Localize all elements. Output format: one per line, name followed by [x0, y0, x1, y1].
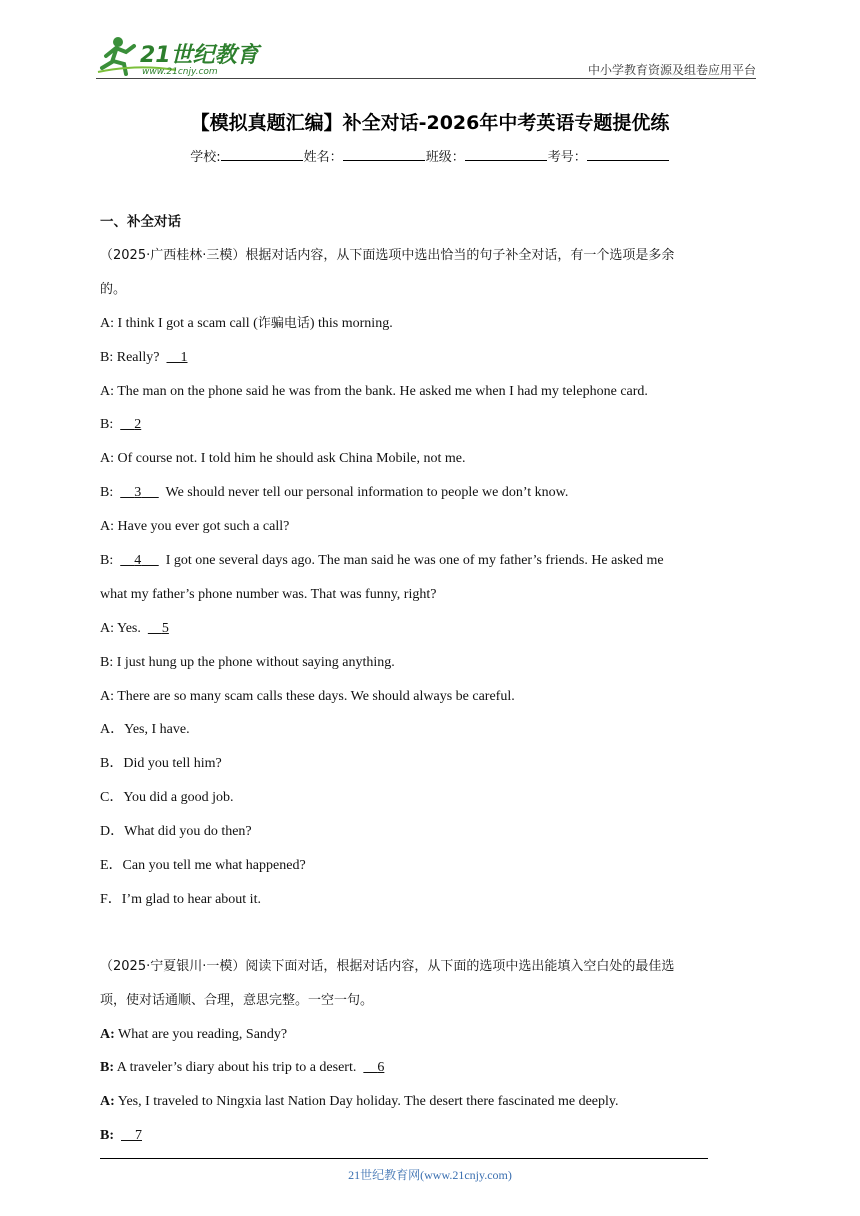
dialogue-line: A: Yes. 5: [100, 620, 169, 636]
question-gap: [100, 917, 762, 950]
document-body: [100, 205, 762, 1153]
dialogue-line: what my father’s phone number was. That was funny, right?: [100, 586, 437, 602]
section-heading: 一、补全对话: [100, 214, 181, 230]
q1-intro-cont: 的。: [100, 281, 127, 297]
name-label: 姓名：: [303, 150, 343, 165]
option-c: C．You did a good job.: [100, 790, 234, 806]
q1-intro: （2025·广西桂林·三模）根据对话内容，从下面选项中选出恰当的句子补全对话，有一个选项是多余: [100, 248, 675, 263]
runner-logo-icon: [96, 34, 266, 80]
option-f: F．I’m glad to hear about it.: [100, 891, 261, 907]
option-d: D．What did you do then?: [100, 824, 252, 840]
answer-blank-4[interactable]: 4: [134, 553, 142, 569]
q2-intro-cont: 项，使对话通顺、合理，意思完整。一空一句。: [100, 992, 374, 1008]
option-b: B．Did you tell him?: [100, 756, 222, 772]
dialogue-line: B: A traveler’s diary about his trip to a desert. 6: [100, 1060, 385, 1076]
dialogue-line: A: Yes, I traveled to Ningxia last Nation Day holiday. The desert there fascinated me deeply.: [100, 1094, 619, 1110]
dialogue-line: A: There are so many scam calls these days. We should always be careful.: [100, 688, 515, 704]
platform-name: 中小学教育资源及组卷应用平台: [587, 63, 756, 77]
number-label: 考号：: [547, 150, 587, 165]
dialogue-line: B: Really? 1: [100, 349, 188, 365]
page-title: 【模拟真题汇编】补全对话-2026年中考英语专题提优练: [190, 112, 670, 134]
header-divider: [96, 78, 756, 79]
dialogue-line: B: 7: [100, 1128, 142, 1144]
dialogue-line: B: 2: [100, 417, 142, 433]
answer-blank-1[interactable]: 1: [180, 349, 188, 365]
answer-blank-6[interactable]: 6: [377, 1060, 385, 1076]
dialogue-line: A: I think I got a scam call (诈骗电话) this morning.: [100, 315, 393, 331]
dialogue-line: B: I just hung up the phone without saying anything.: [100, 654, 395, 670]
dialogue-line: B: 3 We should never tell our personal information to people we don’t know.: [100, 485, 569, 501]
answer-blank-7[interactable]: 7: [135, 1128, 142, 1144]
site-logo: [96, 34, 266, 80]
svg-text:www.21cnjy.com: www.21cnjy.com: [142, 67, 218, 77]
footer-divider: [100, 1158, 708, 1159]
dialogue-line: A: Of course not. I told him he should ask China Mobile, not me.: [100, 451, 466, 467]
school-label: 学校:: [190, 150, 221, 165]
dialogue-line: A: The man on the phone said he was from the bank. He asked me when I had my telephone card.: [100, 383, 648, 399]
school-blank: [221, 148, 303, 161]
svg-text:21世纪教育: 21世纪教育: [140, 43, 259, 68]
dialogue-line: A: Have you ever got such a call?: [100, 519, 290, 535]
answer-blank-5[interactable]: 5: [161, 620, 169, 636]
option-a: A．Yes, I have.: [100, 722, 190, 738]
dialogue-line: A: What are you reading, Sandy?: [100, 1026, 288, 1042]
student-info-row: [0, 146, 860, 165]
answer-blank-2[interactable]: 2: [134, 417, 142, 433]
name-blank: [343, 148, 425, 161]
option-e: E．Can you tell me what happened?: [100, 858, 306, 874]
class-label: 班级：: [425, 150, 465, 165]
dialogue-line: B: 4 I got one several days ago. The man said he was one of my father’s friends. He asked me: [100, 553, 664, 569]
footer-text: 21世纪教育网(www.21cnjy.com): [348, 1168, 512, 1182]
number-blank: [587, 148, 669, 161]
class-blank: [465, 148, 547, 161]
q2-intro: （2025·宁夏银川·一模）阅读下面对话，根据对话内容，从下面的选项中选出能填入空白处的最佳选: [100, 958, 675, 974]
answer-blank-3[interactable]: 3: [134, 485, 142, 501]
